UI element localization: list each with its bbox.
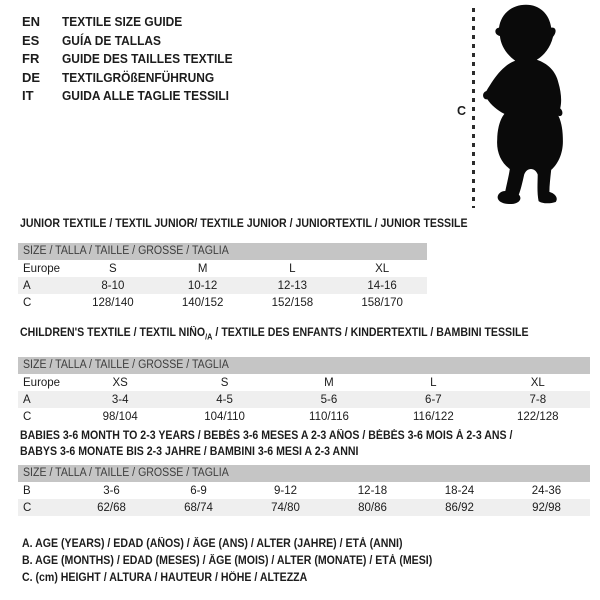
title-part: CHILDREN'S TEXTILE / TEXTIL NIÑO	[20, 327, 206, 339]
age-cell: 4-5	[216, 393, 233, 406]
height-cell: 158/170	[361, 296, 403, 309]
row-label: C	[23, 501, 32, 514]
height-cell: 122/128	[516, 410, 559, 423]
row-label: B	[23, 484, 31, 497]
size-header-bar	[18, 243, 427, 260]
age-cell: 10-12	[187, 279, 218, 292]
row-label: A	[23, 393, 31, 406]
height-label: C	[457, 104, 467, 118]
height-cell: 74/80	[271, 501, 300, 514]
size-header-bar	[18, 357, 590, 374]
height-cell: 128/140	[92, 296, 134, 309]
language-row-it	[22, 87, 247, 106]
footnote-b	[22, 553, 468, 570]
table-row	[18, 294, 427, 311]
table-row	[18, 408, 590, 425]
row-label: Europe	[23, 376, 61, 389]
row-label: C	[23, 296, 32, 309]
language-list	[22, 13, 247, 106]
junior-size-table	[18, 243, 427, 311]
section-title-text	[20, 325, 529, 345]
babies-size-table	[18, 465, 590, 516]
size-header-text: SIZE / TALLA / TAILLE / GRÖSSE / TAGLIA	[23, 359, 229, 372]
size-cell: M	[197, 262, 208, 275]
language-row-es	[22, 32, 247, 51]
footnote-text: A. AGE (YEARS) / EDAD (AÑOS) / ÂGE (ANS) / ALTER (JAHRE) / ETÀ (ANNI)	[22, 538, 403, 550]
age-cell: 9-12	[273, 484, 298, 497]
size-header-text: SIZE / TALLA / TAILLE / GRÖSSE / TAGLIA	[23, 467, 229, 479]
footnote-a	[22, 536, 468, 553]
section-title-text-line1: BABIES 3-6 MONTH TO 2-3 YEARS / BEBÉS 3-6 MESES A 2-3 AÑOS / BÉBÉS 3-6 MOIS À 2-3 ANS /	[20, 430, 513, 442]
section-babies-textile	[18, 428, 590, 516]
row-label: C	[23, 410, 32, 423]
age-cell: 3-6	[103, 484, 120, 497]
row-label: A	[23, 279, 31, 292]
section-childrens-textile	[18, 325, 590, 425]
height-measure-line	[472, 8, 475, 208]
age-cell: 14-16	[367, 279, 397, 292]
language-code: EN	[22, 14, 41, 29]
babies-size-grid	[18, 482, 590, 516]
age-cell: 5-6	[320, 393, 338, 406]
table-row	[18, 260, 427, 277]
age-cell: 12-13	[277, 279, 308, 292]
size-cell: L	[430, 376, 437, 389]
title-part: / TEXTILE DES ENFANTS / KINDERTEXTIL / BAMBINI TESSILE	[212, 327, 529, 339]
size-cell: XL	[530, 376, 545, 389]
children-size-table	[18, 357, 590, 425]
junior-size-grid	[18, 260, 427, 311]
age-cell: 6-9	[190, 484, 207, 497]
section-title-babies	[18, 428, 590, 460]
table-row	[18, 277, 427, 294]
age-cell: 24-36	[531, 484, 562, 497]
size-cell: L	[289, 262, 296, 275]
height-cell: 62/68	[97, 501, 126, 514]
language-code: DE	[22, 69, 41, 85]
row-label: Europe	[23, 262, 61, 275]
legend-footnotes	[22, 536, 468, 588]
language-code: ES	[22, 32, 40, 48]
age-cell: 18-24	[444, 484, 475, 497]
height-cell: 110/116	[309, 410, 349, 423]
footnote-text: C. (cm) HEIGHT / ALTURA / HAUTEUR / HÖHE / ALTEZZA	[22, 572, 308, 585]
size-cell: XS	[112, 376, 128, 389]
size-header-bar	[18, 465, 590, 482]
footnote-text: B. AGE (MONTHS) / EDAD (MESES) / ÂGE (MOIS) / ALTER (MONATE) / ETÀ (MESI)	[22, 555, 433, 568]
table-row	[18, 391, 590, 408]
language-row-de	[22, 69, 247, 88]
language-row-en	[22, 13, 247, 32]
age-cell: 8-10	[101, 279, 125, 292]
footnote-c	[22, 570, 468, 587]
height-cell: 68/74	[184, 501, 213, 514]
toddler-silhouette-icon	[481, 2, 571, 213]
age-cell: 6-7	[425, 393, 442, 406]
size-cell: S	[109, 262, 117, 275]
size-cell: M	[324, 376, 334, 389]
table-row	[18, 499, 590, 516]
age-cell: 7-8	[529, 393, 547, 406]
height-cell: 98/104	[102, 410, 138, 423]
title-subscript: /A	[205, 332, 213, 342]
section-title-text: JUNIOR TEXTILE / TEXTIL JUNIOR/ TEXTILE JUNIOR / JUNIORTEXTIL / JUNIOR TESSILE	[20, 218, 468, 230]
language-title: GUIDA ALLE TAGLIE TESSILI	[62, 88, 230, 104]
language-code: IT	[22, 88, 34, 104]
table-row	[18, 482, 590, 499]
language-title: TEXTILE SIZE GUIDE	[62, 14, 183, 29]
language-title: GUÍA DE TALLAS	[62, 32, 162, 48]
section-title-children	[18, 325, 590, 345]
section-title-text-line2: BABYS 3-6 MONATE BIS 2-3 JAHRE / BAMBINI 3-6 MESI A 2-3 ANNI	[20, 446, 359, 458]
height-cell: 80/86	[358, 501, 387, 514]
height-cell: 86/92	[445, 501, 474, 514]
size-cell: S	[220, 376, 229, 389]
height-cell: 116/122	[413, 410, 454, 423]
table-row	[18, 374, 590, 391]
language-title: TEXTILGRÖßENFÜHRUNG	[62, 69, 215, 85]
children-size-grid	[18, 374, 590, 425]
size-cell: XL	[375, 262, 390, 275]
language-title: GUIDE DES TAILLES TEXTILE	[62, 51, 233, 67]
height-cell: 104/110	[204, 410, 245, 423]
section-junior-textile	[18, 216, 590, 311]
height-cell: 92/98	[532, 501, 561, 514]
age-cell: 3-4	[111, 393, 129, 406]
section-title-junior	[18, 216, 590, 232]
language-row-fr	[22, 50, 247, 69]
height-cell: 140/152	[181, 296, 224, 309]
height-cell: 152/158	[271, 296, 314, 309]
language-code: FR	[22, 51, 40, 67]
age-cell: 12-18	[357, 484, 388, 497]
size-header-text: SIZE / TALLA / TAILLE / GRÖSSE / TAGLIA	[23, 245, 229, 257]
